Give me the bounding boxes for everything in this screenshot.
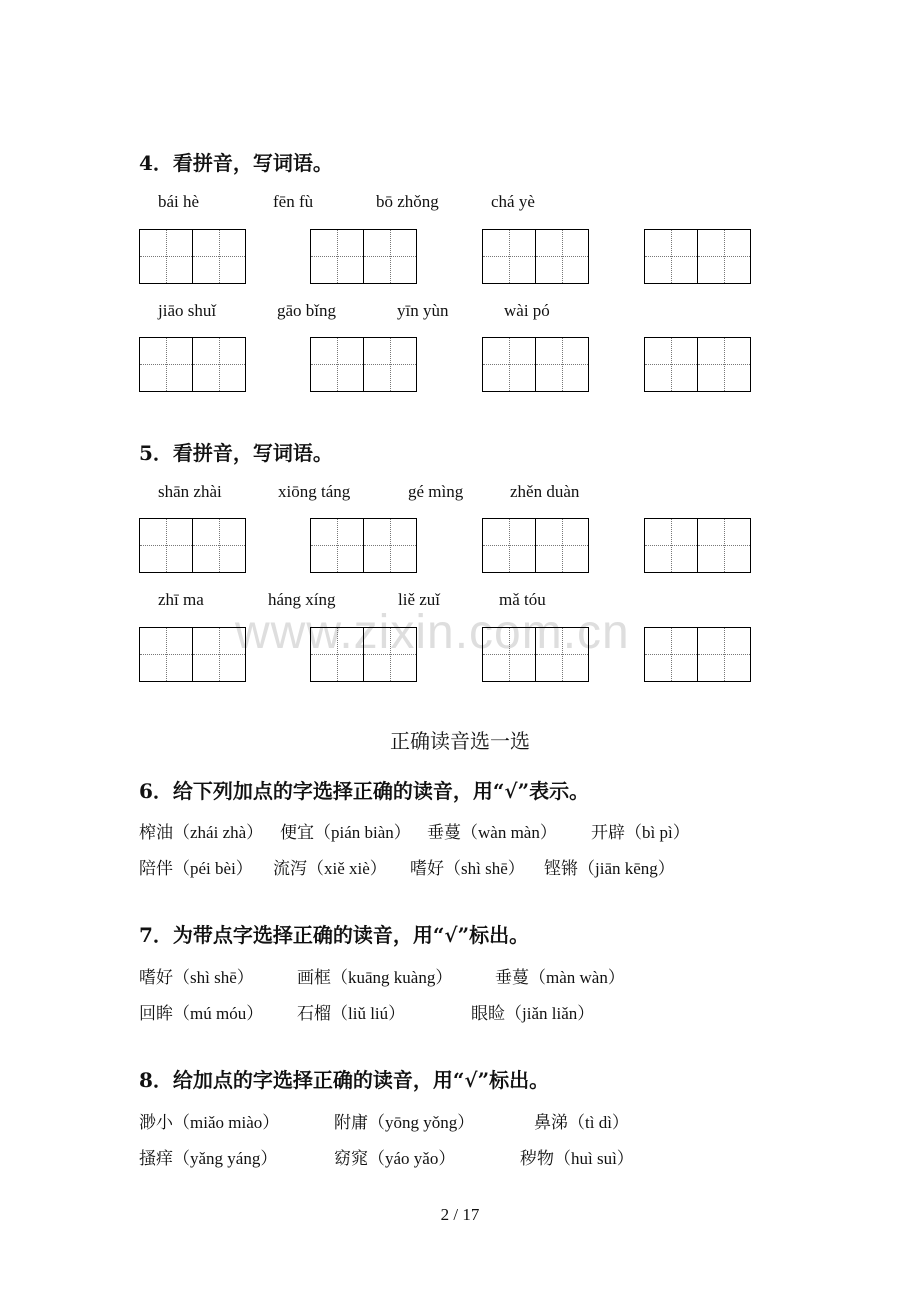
option-word: 流泻	[273, 859, 307, 879]
pinyin-label: chá yè	[491, 192, 535, 211]
option-word: 开辟	[591, 823, 625, 843]
q4-writing-boxes-row-1	[139, 229, 779, 284]
question-5-title: 5．看拼音，写词语。	[139, 441, 333, 465]
question-4-title: 4．看拼音，写词语。	[139, 151, 333, 175]
option-word: 回眸	[139, 1004, 173, 1024]
option-pinyin: （pián biàn）	[314, 823, 411, 842]
option-word: 便宜	[280, 823, 314, 843]
reading-option[interactable]	[139, 1108, 279, 1133]
q4-pinyin-row-2	[139, 301, 779, 325]
reading-option[interactable]	[139, 999, 263, 1024]
option-pinyin: （shì shē）	[444, 859, 525, 878]
pinyin-label: wài pó	[504, 301, 550, 320]
pinyin-label: gé mìng	[408, 482, 464, 501]
option-pinyin: （xiě xiè）	[307, 859, 387, 878]
writing-box[interactable]	[644, 627, 751, 682]
q6-options-row-1	[139, 818, 839, 844]
option-word: 眼睑	[471, 1004, 505, 1024]
q5-pinyin-row-1	[139, 482, 779, 506]
option-word: 垂蔓	[427, 823, 461, 843]
option-pinyin: （shì shē）	[173, 968, 254, 987]
writing-box[interactable]	[482, 337, 589, 392]
option-pinyin: （màn wàn）	[529, 968, 625, 987]
q8-options-row-2	[139, 1144, 839, 1170]
reading-option[interactable]	[280, 818, 411, 843]
writing-box[interactable]	[310, 229, 417, 284]
reading-option[interactable]	[273, 854, 387, 879]
writing-box[interactable]	[139, 229, 246, 284]
reading-option[interactable]	[410, 854, 525, 879]
writing-box[interactable]	[310, 337, 417, 392]
option-word: 附庸	[334, 1113, 368, 1133]
option-word: 铿锵	[544, 859, 578, 879]
writing-box[interactable]	[310, 627, 417, 682]
writing-box[interactable]	[482, 229, 589, 284]
q7-options-row-1	[139, 963, 839, 989]
question-7-title: 7．为带点字选择正确的读音，用“√”标出。	[139, 923, 530, 947]
pinyin-label: zhī ma	[158, 590, 204, 609]
option-word: 嗜好	[410, 859, 444, 879]
writing-box[interactable]	[644, 337, 751, 392]
option-pinyin: （kuāng kuàng）	[331, 968, 453, 987]
watermark: www.zixin.com.cn	[235, 606, 630, 659]
option-pinyin: （mú móu）	[173, 1004, 264, 1023]
pinyin-label: mǎ tóu	[499, 590, 546, 609]
reading-option[interactable]	[520, 1144, 634, 1169]
option-word: 窈窕	[334, 1149, 368, 1169]
option-word: 垂蔓	[495, 968, 529, 988]
option-word: 石榴	[297, 1004, 331, 1024]
pinyin-label: xiōng táng	[278, 482, 351, 501]
pinyin-label: fēn fù	[273, 192, 314, 211]
writing-box[interactable]	[139, 337, 246, 392]
q5-writing-boxes-row-1	[139, 518, 779, 573]
option-word: 陪伴	[139, 859, 173, 879]
q7-options-row-2	[139, 999, 839, 1025]
option-pinyin: （yǎng yáng）	[173, 1149, 278, 1168]
option-word: 鼻涕	[534, 1113, 568, 1133]
option-pinyin: （péi bèi）	[173, 859, 253, 878]
writing-box[interactable]	[139, 627, 246, 682]
option-pinyin: （wàn màn）	[461, 823, 557, 842]
option-pinyin: （tì dì）	[568, 1113, 629, 1132]
pinyin-label: jiāo shuǐ	[158, 301, 217, 320]
pinyin-label: gāo bǐng	[277, 301, 337, 320]
option-word: 搔痒	[139, 1149, 173, 1169]
option-pinyin: （yáo yǎo）	[368, 1149, 456, 1168]
option-pinyin: （jiǎn liǎn）	[505, 1004, 595, 1023]
reading-option[interactable]	[297, 999, 405, 1024]
option-word: 榨油	[139, 823, 173, 843]
option-word: 渺小	[139, 1113, 173, 1133]
writing-box[interactable]	[644, 229, 751, 284]
option-pinyin: （huì suì）	[554, 1149, 634, 1168]
reading-option[interactable]	[591, 818, 690, 843]
section-heading: 正确读音选一选	[390, 729, 530, 753]
pinyin-label: shān zhài	[158, 482, 222, 501]
reading-option[interactable]	[495, 963, 625, 988]
reading-option[interactable]	[139, 963, 254, 988]
writing-box[interactable]	[482, 518, 589, 573]
pinyin-label: bái hè	[158, 192, 200, 211]
option-pinyin: （yōng yǒng）	[368, 1113, 475, 1132]
q6-options-row-2	[139, 854, 839, 880]
q4-writing-boxes-row-2	[139, 337, 779, 392]
reading-option[interactable]	[139, 1144, 277, 1169]
writing-box[interactable]	[139, 518, 246, 573]
option-pinyin: （jiān kēng）	[578, 859, 675, 878]
reading-option[interactable]	[334, 1108, 474, 1133]
pinyin-label: zhěn duàn	[510, 482, 580, 501]
question-8-title: 8．给加点的字选择正确的读音，用“√”标出。	[139, 1068, 550, 1092]
reading-option[interactable]	[534, 1108, 629, 1133]
question-6-title: 6．给下列加点的字选择正确的读音，用“√”表示。	[139, 779, 590, 803]
writing-box[interactable]	[482, 627, 589, 682]
reading-option[interactable]	[544, 854, 675, 879]
reading-option[interactable]	[334, 1144, 455, 1169]
pinyin-label: yīn yùn	[397, 301, 449, 320]
option-word: 画框	[297, 968, 331, 988]
writing-box[interactable]	[310, 518, 417, 573]
pinyin-label: liě zuǐ	[398, 590, 441, 609]
reading-option[interactable]	[297, 963, 452, 988]
q5-pinyin-row-2	[139, 590, 779, 614]
option-pinyin: （miǎo miào）	[173, 1113, 280, 1132]
reading-option[interactable]	[471, 999, 594, 1024]
option-word: 嗜好	[139, 968, 173, 988]
option-pinyin: （bì pì）	[625, 823, 690, 842]
writing-box[interactable]	[644, 518, 751, 573]
q8-options-row-1	[139, 1108, 839, 1134]
pinyin-label: bō zhǒng	[376, 192, 439, 211]
option-pinyin: （liǔ liú）	[331, 1004, 406, 1023]
q5-writing-boxes-row-2	[139, 627, 779, 682]
page-number: 2 / 17	[440, 1205, 480, 1224]
reading-option[interactable]	[427, 818, 557, 843]
option-pinyin: （zhái zhà）	[173, 823, 264, 842]
q4-pinyin-row-1	[139, 192, 779, 216]
pinyin-label: háng xíng	[268, 590, 336, 609]
reading-option[interactable]	[139, 818, 263, 843]
option-word: 秽物	[520, 1149, 554, 1169]
reading-option[interactable]	[139, 854, 253, 879]
